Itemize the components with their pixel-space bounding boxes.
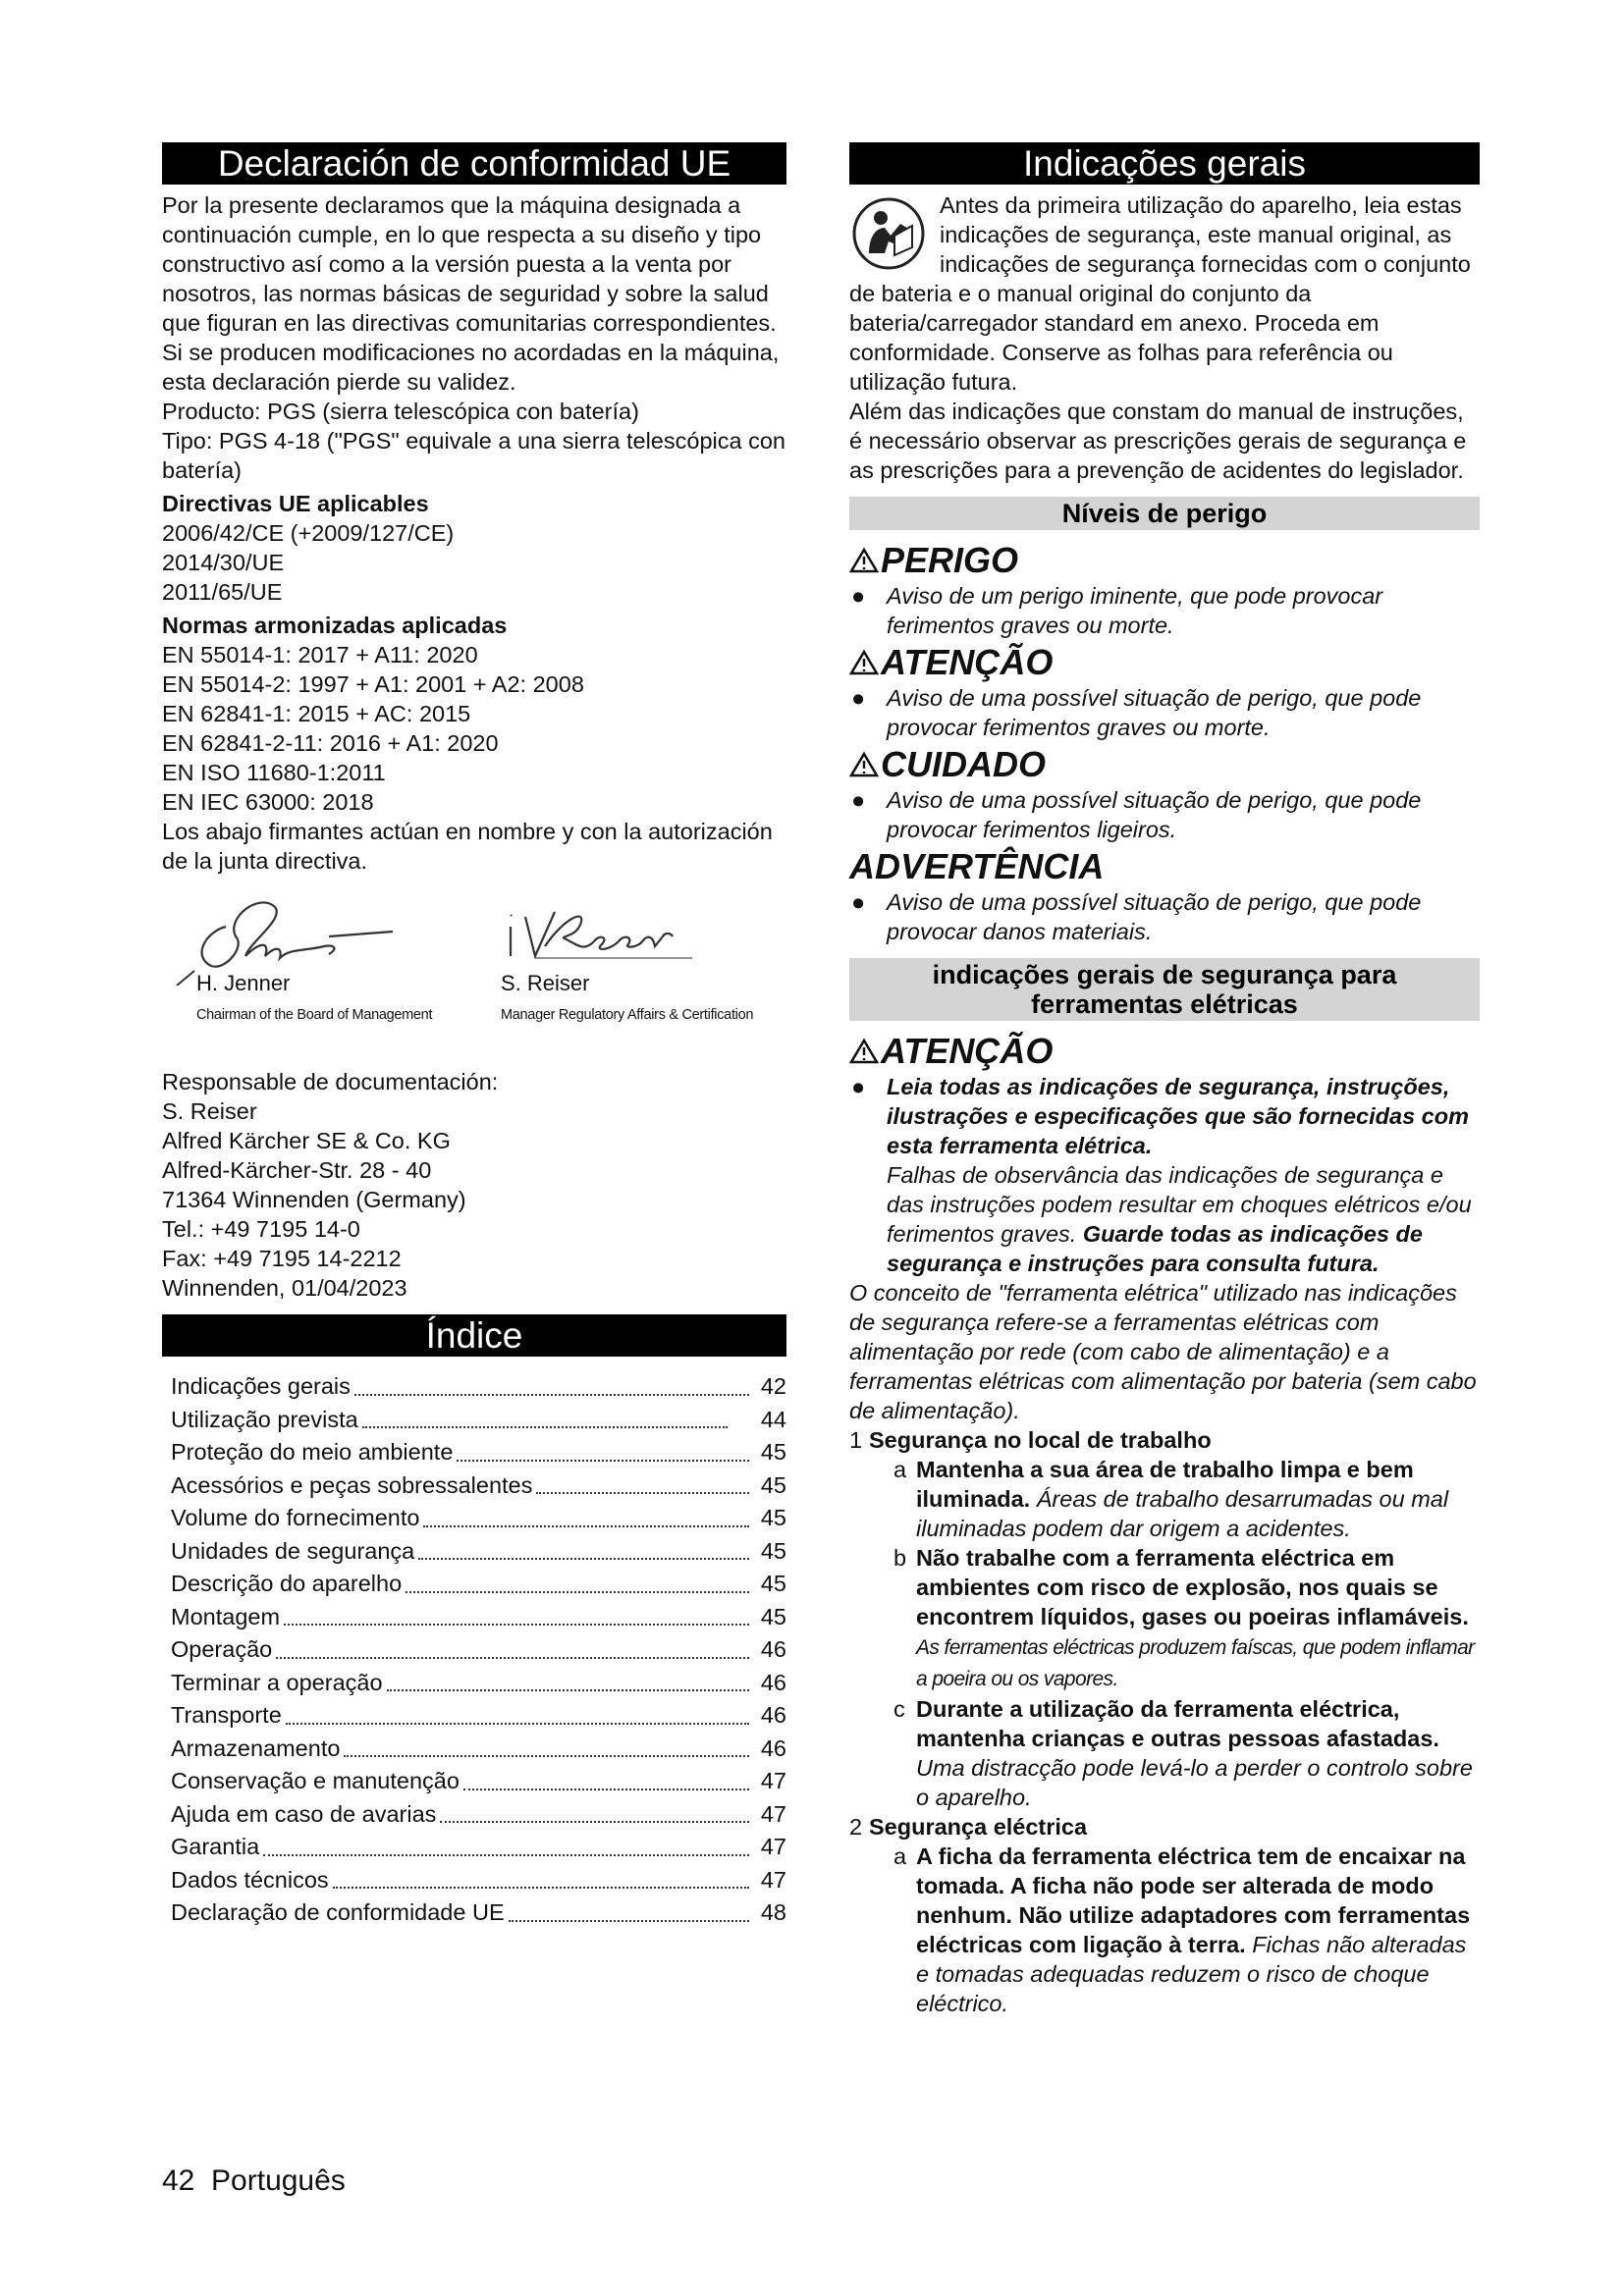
toc-entry[interactable] bbox=[171, 1896, 786, 1930]
concept-paragraph: O conceito de "ferramenta elétrica" utilizado nas indicações de segurança refere-se a ferramentas elétricas com alimentação por rede (com cabo de alimentação) e a ferramentas elétricas com alimentação por bateria (sem cabo de alimentação). bbox=[849, 1280, 1477, 1423]
type-line: Tipo: PGS 4-18 ("PGS" equivale a una sierra telescópica con batería) bbox=[162, 428, 785, 483]
toc-label: Descrição do aparelho bbox=[171, 1571, 403, 1596]
section-1 bbox=[849, 1425, 1480, 1455]
item-letter: c bbox=[893, 1696, 905, 1722]
toc-heading: Índice bbox=[162, 1314, 786, 1357]
contact-line: S. Reiser bbox=[162, 1098, 257, 1124]
warning-triangle-icon bbox=[849, 649, 879, 676]
toc-label: Terminar a operação bbox=[171, 1669, 383, 1695]
toc-label: Operação bbox=[171, 1636, 273, 1662]
directives-heading: Directivas UE aplicables bbox=[162, 491, 429, 516]
section-2a bbox=[849, 1842, 1480, 2018]
toc-page: 45 bbox=[760, 1505, 786, 1530]
item-bold-text: A ficha da ferramenta eléctrica tem de encaixar na tomada. A ficha não pode ser alterada de modo nenhum. Não utilize adaptadores com ferramentas eléctricas com ligação à terra. bbox=[916, 1843, 1471, 1957]
norm-item: EN 62841-1: 2015 + AC: 2015 bbox=[162, 701, 471, 726]
contact-line: Alfred Kärcher SE & Co. KG bbox=[162, 1128, 451, 1153]
signature1-name: H. Jenner bbox=[196, 971, 291, 995]
contact-line: Alfred-Kärcher-Str. 28 - 40 bbox=[162, 1157, 432, 1183]
hazard-title-text: ATENÇÃO bbox=[881, 642, 1054, 682]
section-title: Segurança eléctrica bbox=[869, 1814, 1088, 1840]
page-footer bbox=[162, 2164, 346, 2198]
toc-page: 47 bbox=[760, 1866, 786, 1893]
section-number: 1 bbox=[849, 1427, 863, 1453]
attention-bold-text: Leia todas as indicações de segurança, instruções, ilustrações e especificações que são fornecidas com esta ferramenta elétrica. bbox=[887, 1074, 1469, 1158]
hazard-description: ● Aviso de uma possível situação de perigo, que pode provocar ferimentos graves ou morte. bbox=[849, 683, 1480, 742]
toc-page: 45 bbox=[760, 1603, 786, 1629]
hazard-description-text: Aviso de uma possível situação de perigo, que pode provocar danos materiais. bbox=[887, 889, 1422, 944]
toc-entry[interactable] bbox=[171, 1370, 786, 1404]
general-intro bbox=[849, 190, 1480, 397]
item-bold-text: Durante a utilização da ferramenta eléctrica, mantenha crianças e outras pessoas afastadas. bbox=[916, 1696, 1439, 1751]
section-2 bbox=[849, 1812, 1480, 1842]
toc-page: 45 bbox=[760, 1571, 786, 1596]
toc-page: 46 bbox=[760, 1669, 786, 1695]
toc-page: 47 bbox=[760, 1800, 786, 1827]
section-1b bbox=[849, 1543, 1480, 1694]
danger-levels-heading: Níveis de perigo bbox=[849, 497, 1480, 530]
toc-page: 45 bbox=[760, 1537, 786, 1564]
item-letter: a bbox=[893, 1457, 907, 1482]
toc-page: 46 bbox=[760, 1636, 786, 1662]
read-manual-icon bbox=[851, 196, 926, 271]
toc-label: Dados técnicos bbox=[171, 1866, 329, 1893]
toc-entry[interactable] bbox=[171, 1699, 786, 1733]
toc-entry[interactable] bbox=[171, 1502, 786, 1535]
toc-entry[interactable] bbox=[171, 1568, 786, 1601]
warning-triangle-icon bbox=[849, 1038, 879, 1065]
attention-bullet: ● Leia todas as indicações de segurança, instruções, ilustrações e especificações que são fornecidas com esta ferramenta elétrica. Falhas de observância das indicações de segurança e das instruções podem resultar em choques elétricos e/ou ferimentos graves. Guarde todas as indicações de segurança e instruções para consulta futura. bbox=[851, 1074, 1472, 1276]
item-bold-text: Mantenha a sua área de trabalho limpa e bem iluminada. bbox=[916, 1457, 1414, 1512]
toc-label: Acessórios e peças sobressalentes bbox=[171, 1471, 533, 1498]
hazard-title bbox=[849, 744, 1480, 785]
declaration-heading: Declaración de conformidad UE bbox=[162, 142, 786, 185]
declaration-intro: Por la presente declaramos que la máquina designada a continuación cumple, en lo que respecta a su diseño y tipo constructivo así como a la versión puesta a la venta por nosotros, las normas básicas de seguridad y sobre la salud que figuran en las directivas comunitarias correspondientes. Si se producen modificaciones no acordadas en la máquina, esta declaración pierde su validez. bbox=[162, 192, 780, 395]
norm-item: EN ISO 11680-1:2011 bbox=[162, 760, 386, 785]
directive-item: 2011/65/UE bbox=[162, 579, 283, 605]
toc-page: 44 bbox=[760, 1406, 786, 1432]
item-bold-text: Não trabalhe com a ferramenta eléctrica em ambientes com risco de explosão, nos quais se encontrem líquidos, gases ou poeiras inflamáveis. bbox=[916, 1545, 1469, 1629]
toc-entry[interactable] bbox=[171, 1633, 786, 1667]
contact-line: Responsable de documentación: bbox=[162, 1069, 499, 1095]
safety-heading: indicações gerais de segurança para ferramentas elétricas bbox=[849, 958, 1480, 1021]
toc-label: Unidades de segurança bbox=[171, 1537, 415, 1564]
hazard-title-text: PERIGO bbox=[881, 540, 1019, 580]
toc-page: 45 bbox=[760, 1471, 786, 1498]
hazard-description-text: Aviso de uma possível situação de perigo, que pode provocar ferimentos ligeiros. bbox=[887, 787, 1422, 842]
toc-page: 47 bbox=[760, 1834, 786, 1859]
norm-item: EN 55014-1: 2017 + A11: 2020 bbox=[162, 642, 478, 667]
left-column bbox=[162, 142, 786, 1930]
hazard-title-text: ADVERTÊNCIA bbox=[849, 846, 1105, 886]
toc-entry[interactable] bbox=[171, 1831, 786, 1864]
contact-line: 71364 Winnenden (Germany) bbox=[162, 1187, 466, 1212]
attention-bold-text-2: Guarde todas as indicações de segurança e instruções para consulta futura. bbox=[887, 1221, 1423, 1276]
toc-page: 45 bbox=[760, 1439, 786, 1465]
toc-entry[interactable] bbox=[171, 1798, 786, 1832]
toc-label: Indicações gerais bbox=[171, 1373, 351, 1399]
general-heading: Indicações gerais bbox=[849, 142, 1480, 185]
warning-triangle-icon bbox=[849, 547, 879, 574]
item-text: Áreas de trabalho desarrumadas ou mal iluminadas podem dar origem a acidentes. bbox=[916, 1486, 1449, 1541]
toc-label: Proteção do meio ambiente bbox=[171, 1439, 454, 1465]
general-paragraph-2: Além das indicações que constam do manual de instruções, é necessário observar as prescrições gerais de segurança e as prescrições para a prevenção de acidentes do legislador. bbox=[849, 399, 1467, 483]
signature-block bbox=[162, 887, 786, 1040]
toc-label: Utilização prevista bbox=[171, 1406, 358, 1432]
section-1a bbox=[849, 1455, 1480, 1543]
attention-title-text: ATENÇÃO bbox=[881, 1031, 1054, 1071]
norms-heading: Normas armonizadas aplicadas bbox=[162, 613, 508, 638]
item-text: Uma distracção pode levá-lo a perder o controlo sobre o aparelho. bbox=[916, 1755, 1473, 1810]
general-paragraph-1: Antes da primeira utilização do aparelho, leia estas indicações de segurança, este manual original, as indicações de segurança fornecidas com o conjunto de bateria e o manual original do conjunto da bateria/carregador standard em anexo. Proceda em conformidade. Conserve as folhas para referência ou utilização futura. bbox=[849, 192, 1471, 395]
hazard-description-text: Aviso de uma possível situação de perigo, que pode provocar ferimentos graves ou morte. bbox=[887, 685, 1422, 740]
toc-entry[interactable] bbox=[171, 1733, 786, 1766]
toc-label: Volume do fornecimento bbox=[171, 1505, 420, 1530]
section-1c bbox=[849, 1694, 1480, 1812]
hazard-description: ● Aviso de um perigo iminente, que pode provocar ferimentos graves ou morte. bbox=[849, 581, 1480, 640]
warning-triangle-icon bbox=[849, 751, 879, 778]
toc-label: Armazenamento bbox=[171, 1735, 341, 1761]
signatories-text: Los abajo firmantes actúan en nombre y con la autorización de la junta directiva. bbox=[162, 819, 773, 874]
toc-page: 42 bbox=[760, 1373, 786, 1399]
product-line: Producto: PGS (sierra telescópica con batería) bbox=[162, 399, 639, 424]
hazard-description: ● Aviso de uma possível situação de perigo, que pode provocar danos materiais. bbox=[849, 887, 1480, 946]
toc-page: 46 bbox=[760, 1702, 786, 1728]
item-text: Fichas não alteradas e tomadas adequadas reduzem o risco de choque eléctrico. bbox=[916, 1932, 1467, 2016]
item-letter: a bbox=[893, 1843, 907, 1869]
toc-entry[interactable] bbox=[171, 1436, 786, 1469]
toc-entry[interactable] bbox=[171, 1667, 786, 1700]
page-number: 42 bbox=[162, 2164, 195, 2197]
section-title: Segurança no local de trabalho bbox=[869, 1427, 1212, 1453]
toc-entry[interactable] bbox=[171, 1601, 786, 1634]
attention-text: Falhas de observância das indicações de segurança e das instruções podem resultar em choques elétricos e/ou ferimentos graves. bbox=[887, 1162, 1472, 1247]
contact-line: Tel.: +49 7195 14-0 bbox=[162, 1216, 360, 1242]
toc-entry[interactable] bbox=[171, 1765, 786, 1798]
hazard-title-text: CUIDADO bbox=[881, 744, 1046, 784]
hazard-title bbox=[849, 540, 1480, 581]
toc-label: Montagem bbox=[171, 1603, 281, 1629]
directive-item: 2014/30/UE bbox=[162, 550, 285, 575]
hazard-title bbox=[849, 846, 1480, 887]
toc-label: Conservação e manutenção bbox=[171, 1768, 460, 1793]
toc-page: 47 bbox=[760, 1768, 786, 1793]
item-text: As ferramentas eléctricas produzem faíscas, que podem inflamar a poeira ou os vapores. bbox=[916, 1636, 1475, 1690]
norm-item: EN 62841-2-11: 2016 + A1: 2020 bbox=[162, 730, 499, 756]
toc-entry[interactable] bbox=[171, 1469, 786, 1503]
toc-entry[interactable] bbox=[171, 1864, 786, 1897]
norm-item: EN IEC 63000: 2018 bbox=[162, 789, 374, 815]
signature2-name: S. Reiser bbox=[501, 971, 590, 995]
hazard-title bbox=[849, 642, 1480, 683]
contact-line: Fax: +49 7195 14-2212 bbox=[162, 1246, 402, 1271]
footer-language: Português bbox=[211, 2164, 346, 2197]
directive-item: 2006/42/CE (+2009/127/CE) bbox=[162, 520, 455, 546]
toc-page: 48 bbox=[760, 1899, 786, 1925]
toc-label: Declaração de conformidade UE bbox=[171, 1899, 505, 1925]
right-column bbox=[849, 142, 1480, 2018]
hazard-description: ● Aviso de uma possível situação de perigo, que pode provocar ferimentos ligeiros. bbox=[849, 785, 1480, 844]
norm-item: EN 55014-2: 1997 + A1: 2001 + A2: 2008 bbox=[162, 671, 584, 697]
section-number: 2 bbox=[849, 1814, 863, 1840]
toc-page: 46 bbox=[760, 1735, 786, 1761]
toc-label: Garantia bbox=[171, 1834, 260, 1859]
signature1-role: Chairman of the Board of Management bbox=[196, 1007, 433, 1023]
contact-line: Winnenden, 01/04/2023 bbox=[162, 1275, 407, 1301]
item-letter: b bbox=[893, 1545, 907, 1571]
toc-label: Transporte bbox=[171, 1702, 282, 1728]
signature-reiser-icon bbox=[496, 897, 692, 976]
table-of-contents bbox=[162, 1370, 786, 1930]
toc-entry[interactable] bbox=[171, 1535, 786, 1569]
attention-title bbox=[849, 1031, 1480, 1072]
hazard-description-text: Aviso de um perigo iminente, que pode provocar ferimentos graves ou morte. bbox=[887, 583, 1383, 638]
toc-entry[interactable] bbox=[171, 1404, 786, 1437]
toc-label: Ajuda em caso de avarias bbox=[171, 1800, 437, 1827]
signature2-role: Manager Regulatory Affairs & Certification bbox=[501, 1007, 754, 1023]
